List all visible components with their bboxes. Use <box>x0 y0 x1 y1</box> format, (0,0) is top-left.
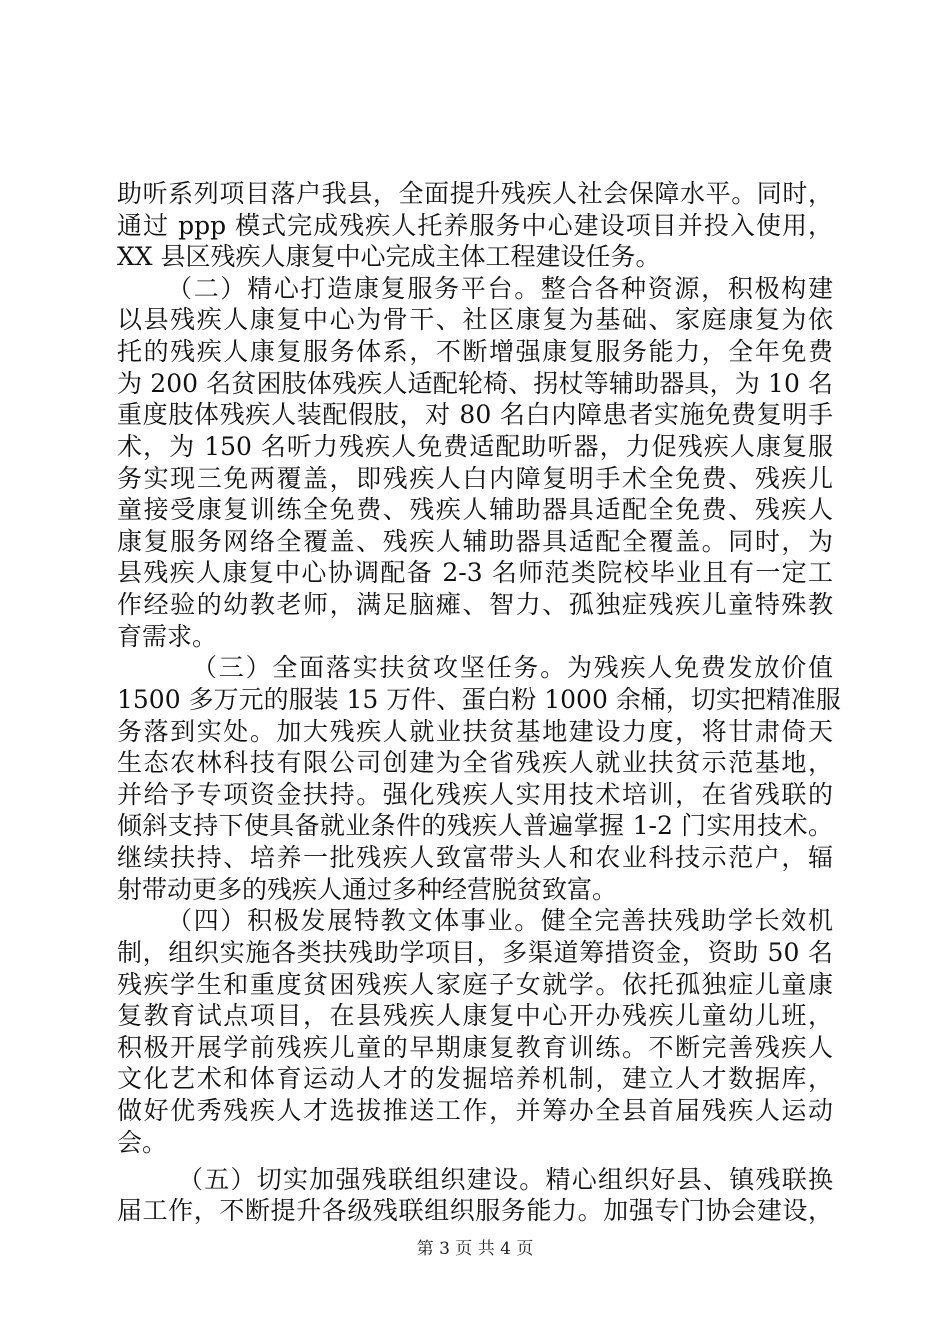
body-text-line: 通过 ppp 模式完成残疾人托养服务中心建设项目并投入使用， <box>117 211 833 240</box>
body-text-line: 届工作，不断提升各级残联组织服务能力。加强专门协会建设， <box>117 1196 833 1225</box>
body-text-line: 务实现三免两覆盖，即残疾人白内障复明手术全免费、残疾儿 <box>117 464 833 493</box>
section-heading-line: （四）积极发展特教文体事业。健全完善扶残助学长效机 <box>167 906 833 935</box>
section-heading-line: （三）全面落实扶贫攻坚任务。为残疾人免费发放价值 <box>192 653 833 682</box>
body-text-line: 积极开展学前残疾儿童的早期康复教育训练。不断完善残疾人 <box>117 1033 833 1062</box>
body-text-line: 术，为 150 名听力残疾人免费适配助听器，力促残疾人康复服 <box>117 432 833 461</box>
body-text-line: 为 200 名贫困肢体残疾人适配轮椅、拐杖等辅助器具，为 10 名 <box>117 369 833 398</box>
body-text-line: 射带动更多的残疾人通过多种经营脱贫致富。 <box>117 875 618 904</box>
body-text-line: 托的残疾人康复服务体系，不断增强康复服务能力，全年免费 <box>117 337 833 366</box>
body-text-line: 生态农林科技有限公司创建为全省残疾人就业扶贫示范基地， <box>117 748 833 777</box>
body-text-line: XX 县区残疾人康复中心完成主体工程建设任务。 <box>117 242 661 271</box>
body-text-line: 康复服务网络全覆盖、残疾人辅助器具适配全覆盖。同时，为 <box>117 527 833 556</box>
body-text-line: 县残疾人康复中心协调配备 2-3 名师范类院校毕业且有一定工 <box>117 558 833 587</box>
section-heading-line: （二）精心打造康复服务平台。整合各种资源，积极构建 <box>167 274 833 303</box>
body-text-line: 助听系列项目落户我县，全面提升残疾人社会保障水平。同时， <box>117 179 833 208</box>
body-text-line: 继续扶持、培养一批残疾人致富带头人和农业科技示范户，辐 <box>117 843 833 872</box>
body-text-line: 并给予专项资金扶持。强化残疾人实用技术培训，在省残联的 <box>117 780 833 809</box>
body-text-line: 会。 <box>117 1128 168 1157</box>
body-text-line: 复教育试点项目，在县残疾人康复中心开办残疾儿童幼儿班， <box>117 1001 833 1030</box>
body-text-line: 重度肢体残疾人装配假肢，对 80 名白内障患者实施免费复明手 <box>117 400 833 429</box>
page-number-footer: 第 3 页 共 4 页 <box>416 1239 534 1259</box>
body-text-line: 童接受康复训练全免费、残疾人辅助器具适配全免费、残疾人 <box>117 495 833 524</box>
body-text-line: 倾斜支持下使具备就业条件的残疾人普遍掌握 1-2 门实用技术。 <box>117 811 833 840</box>
section-heading-line: （五）切实加强残联组织建设。精心组织好县、镇残联换 <box>178 1165 833 1194</box>
body-text-line: 文化艺术和体育运动人才的发掘培养机制，建立人才数据库， <box>117 1064 833 1093</box>
body-text-line: 务落到实处。加大残疾人就业扶贫基地建设力度，将甘肃倚天 <box>117 717 833 746</box>
body-text-line: 以县残疾人康复中心为骨干、社区康复为基础、家庭康复为依 <box>117 305 833 334</box>
body-text-line: 育需求。 <box>117 622 218 651</box>
body-text-line: 做好优秀残疾人才选拔推送工作，并筹办全县首届残疾人运动 <box>117 1096 833 1125</box>
body-text-line: 制，组织实施各类扶残助学项目，多渠道筹措资金，资助 50 名 <box>117 938 833 967</box>
body-text-line: 残疾学生和重度贫困残疾人家庭子女就学。依托孤独症儿童康 <box>117 970 833 999</box>
body-text-line: 作经验的幼教老师，满足脑瘫、智力、孤独症残疾儿童特殊教 <box>117 590 833 619</box>
body-text-line: 1500 多万元的服装 15 万件、蛋白粉 1000 余桶，切实把精准服 <box>117 685 841 714</box>
